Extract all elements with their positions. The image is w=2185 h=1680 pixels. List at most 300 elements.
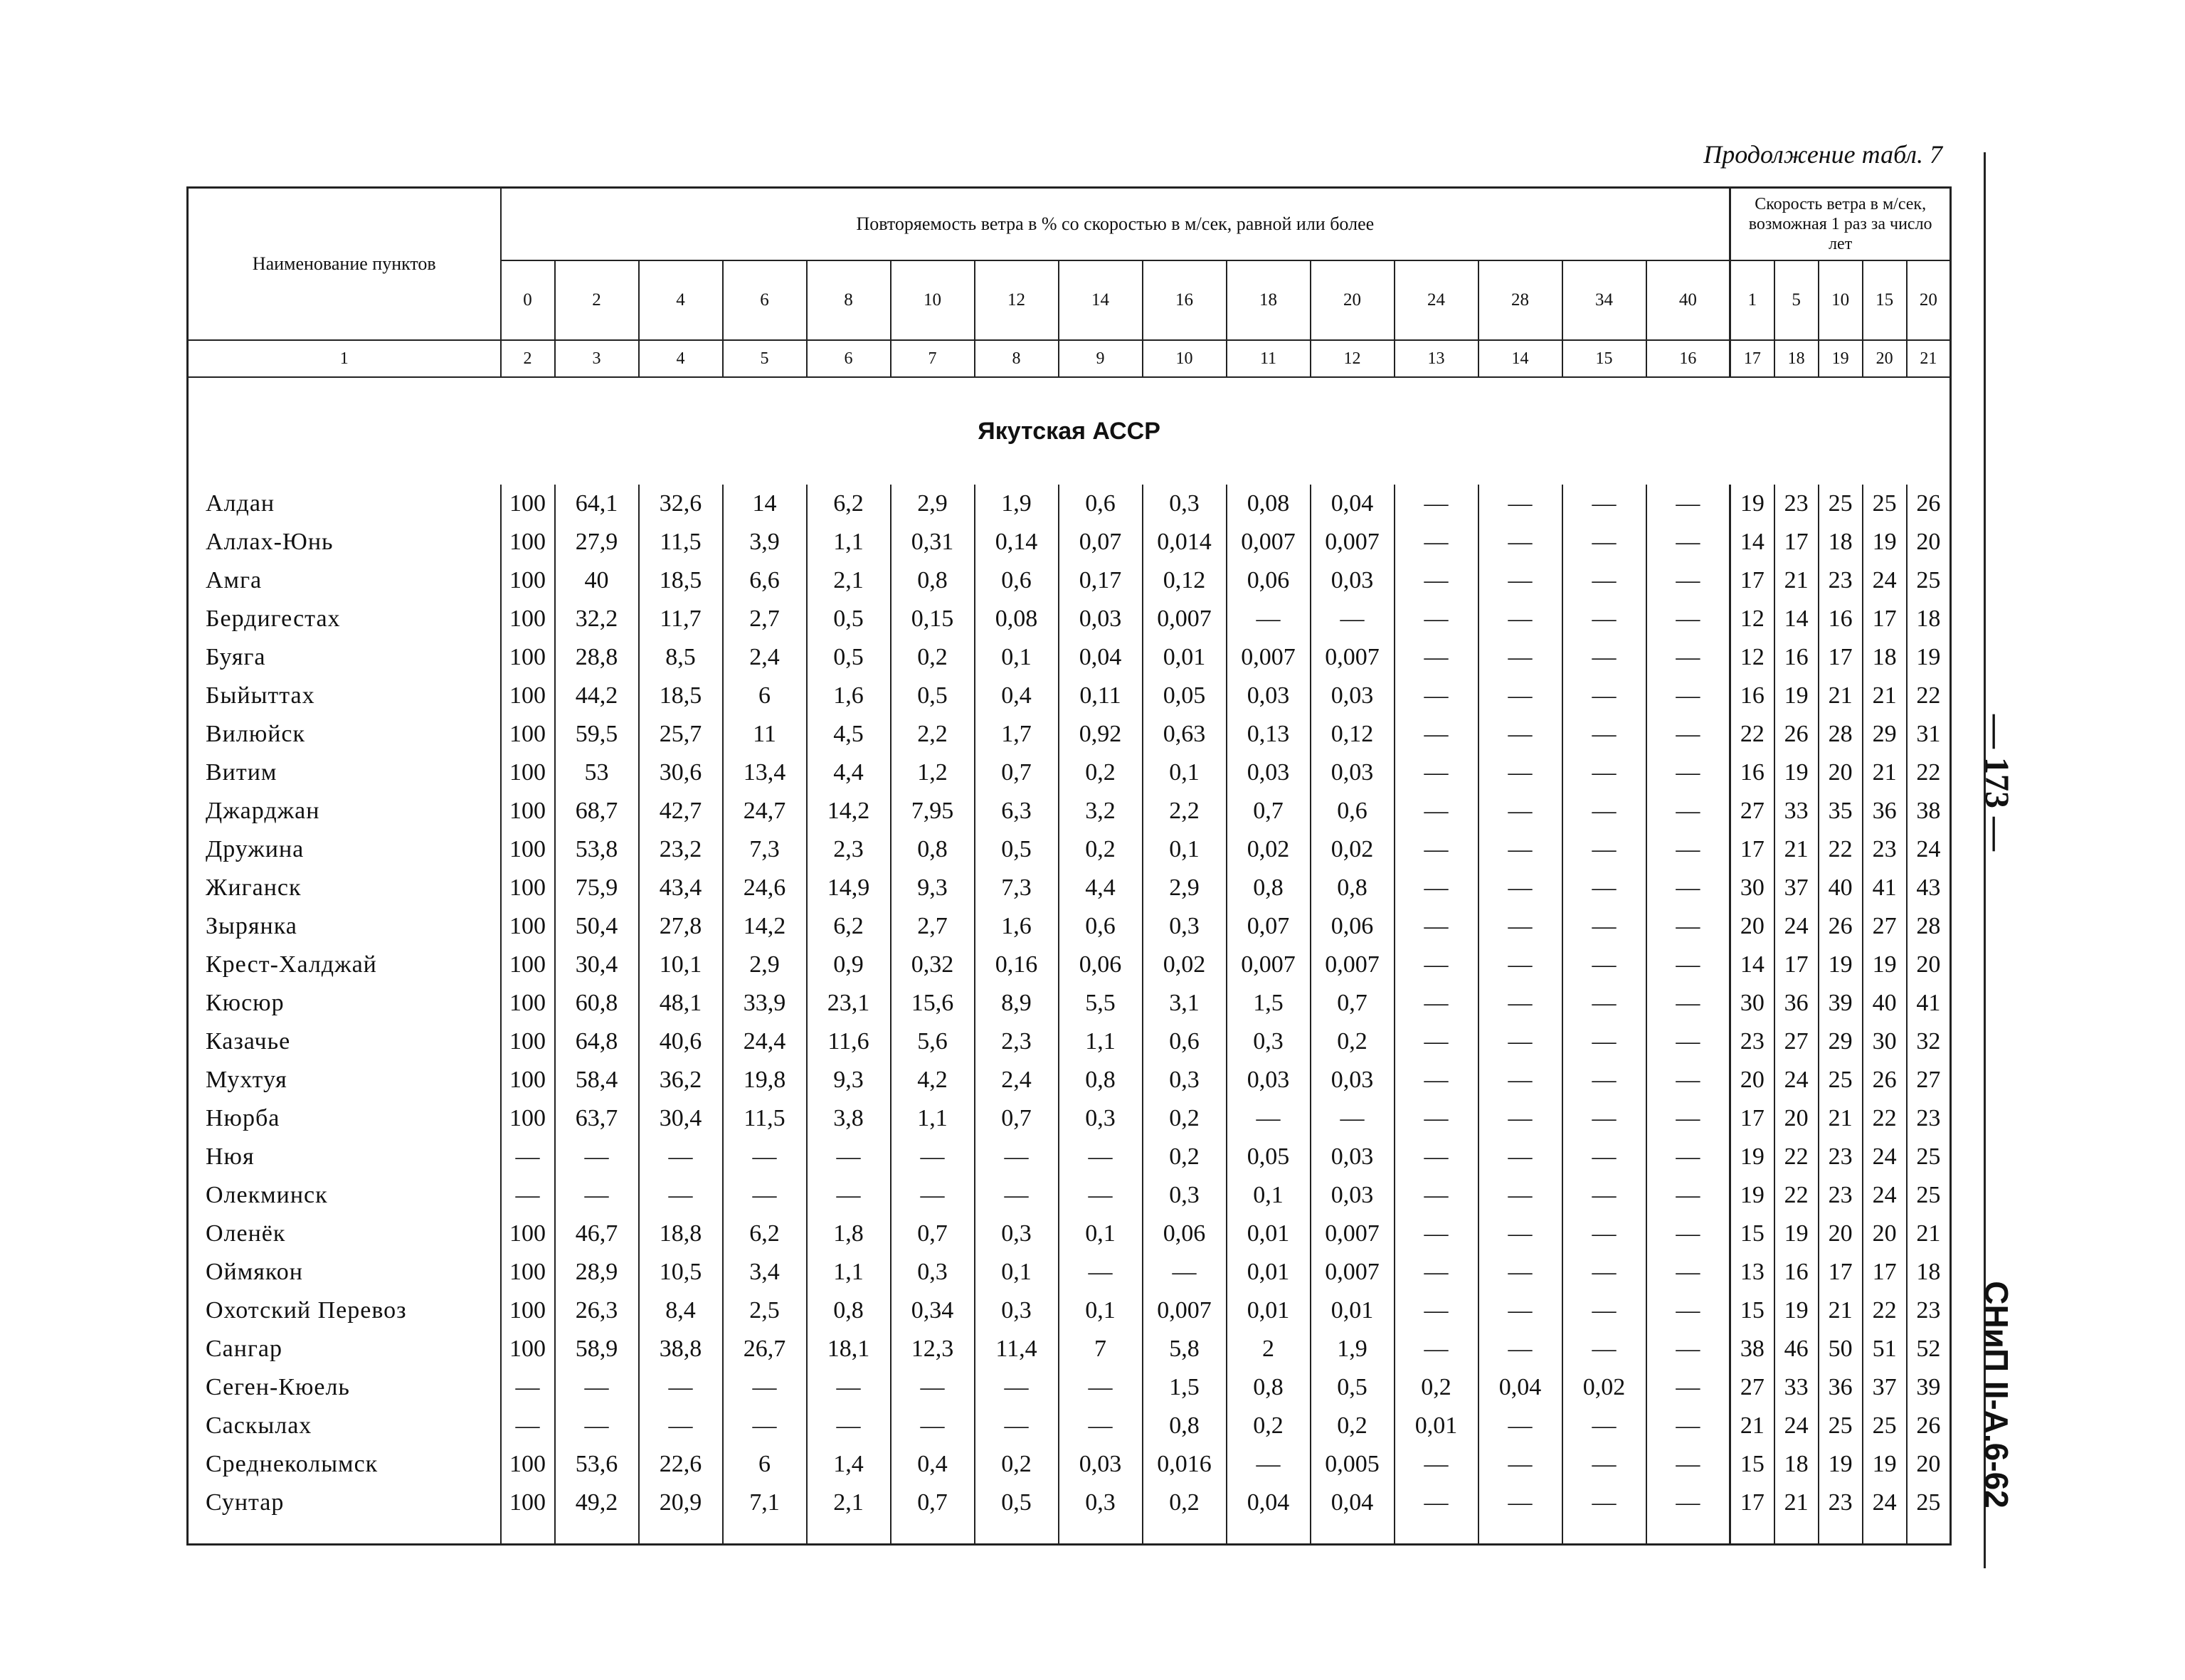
frequency-cell: 42,7 (639, 792, 723, 830)
frequency-cell: — (1646, 1061, 1730, 1099)
frequency-cell: — (1562, 715, 1646, 754)
table-row (188, 1253, 1951, 1291)
frequency-cell: 8,5 (639, 638, 723, 677)
station-name-text: Витим (206, 759, 277, 786)
max-speed-cell: 23 (1774, 485, 1819, 523)
station-name (188, 907, 501, 946)
frequency-cell: 0,8 (1227, 869, 1311, 907)
frequency-cell: 0,02 (1143, 946, 1227, 984)
max-speed-cell: 23 (1907, 1291, 1951, 1330)
frequency-cell: 40 (555, 561, 639, 600)
max-speed-cell: 22 (1774, 1176, 1819, 1215)
frequency-cell: 9,3 (807, 1061, 891, 1099)
max-speed-cell: 16 (1774, 1253, 1819, 1291)
station-name (188, 1445, 501, 1484)
frequency-cell: 4,4 (807, 754, 891, 792)
station-name-text: Дружина (206, 836, 305, 862)
frequency-cell: 100 (501, 1445, 555, 1484)
frequency-cell: — (1646, 1215, 1730, 1253)
max-speed-cell: 25 (1863, 485, 1907, 523)
speed-threshold-header: 28 (1478, 260, 1562, 340)
frequency-cell: — (1646, 1253, 1730, 1291)
max-speed-cell: 41 (1907, 984, 1951, 1023)
max-speed-cell: 37 (1863, 1368, 1907, 1407)
max-speed-cell: 19 (1907, 638, 1951, 677)
frequency-cell: 11,6 (807, 1023, 891, 1061)
frequency-cell: 25,7 (639, 715, 723, 754)
frequency-cell: 0,5 (1311, 1368, 1395, 1407)
max-speed-cell: 16 (1730, 677, 1774, 715)
frequency-cell: 26,7 (723, 1330, 807, 1368)
max-speed-cell: 27 (1730, 792, 1774, 830)
speed-threshold-header: 14 (1059, 260, 1143, 340)
max-speed-cell: 21 (1819, 1099, 1863, 1138)
frequency-cell: 0,1 (1227, 1176, 1311, 1215)
station-name-text: Алдан (206, 490, 275, 517)
max-speed-cell: 19 (1774, 1291, 1819, 1330)
frequency-cell: 1,1 (891, 1099, 975, 1138)
frequency-cell: 0,04 (1311, 485, 1395, 523)
station-name (188, 715, 501, 754)
frequency-cell: 2,5 (723, 1291, 807, 1330)
frequency-cell: — (1478, 523, 1562, 561)
max-speed-cell: 21 (1774, 830, 1819, 869)
frequency-cell: — (501, 1368, 555, 1407)
table-caption: Продолжение табл. 7 (1703, 140, 1942, 169)
station-name (188, 1138, 501, 1176)
frequency-cell: — (555, 1138, 639, 1176)
station-name-text: Кюсюр (206, 990, 285, 1016)
frequency-cell: — (1646, 1445, 1730, 1484)
frequency-cell: 0,5 (975, 1484, 1059, 1522)
frequency-cell: 0,007 (1143, 1291, 1227, 1330)
frequency-cell: 36,2 (639, 1061, 723, 1099)
frequency-cell: — (1395, 638, 1478, 677)
frequency-cell: 0,1 (975, 1253, 1059, 1291)
frequency-cell: 0,03 (1311, 561, 1395, 600)
frequency-cell: 5,5 (1059, 984, 1143, 1023)
frequency-cell: 27,8 (639, 907, 723, 946)
station-name-text: Сеген-Кюель (206, 1374, 350, 1400)
table-row (188, 754, 1951, 792)
frequency-cell: — (1646, 1099, 1730, 1138)
max-speed-cell: 24 (1863, 561, 1907, 600)
frequency-cell: 0,06 (1311, 907, 1395, 946)
frequency-cell: — (1478, 677, 1562, 715)
frequency-cell: 0,05 (1227, 1138, 1311, 1176)
frequency-cell: 0,6 (1059, 485, 1143, 523)
frequency-cell: 53,6 (555, 1445, 639, 1484)
frequency-cell: — (1395, 984, 1478, 1023)
frequency-cell: 3,9 (723, 523, 807, 561)
max-speed-cell: 51 (1863, 1330, 1907, 1368)
speed-threshold-header: 24 (1395, 260, 1478, 340)
station-name (188, 984, 501, 1023)
max-speed-cell: 26 (1907, 485, 1951, 523)
frequency-cell: — (975, 1176, 1059, 1215)
frequency-cell: — (1562, 677, 1646, 715)
speed-threshold-header: 16 (1143, 260, 1227, 340)
return-period-header: 5 (1774, 260, 1819, 340)
column-number: 10 (1143, 340, 1227, 377)
frequency-cell: 0,2 (1059, 754, 1143, 792)
frequency-cell: — (1395, 715, 1478, 754)
frequency-cell: — (1059, 1253, 1143, 1291)
frequency-cell: 7 (1059, 1330, 1143, 1368)
frequency-cell: 0,007 (1227, 638, 1311, 677)
column-number: 20 (1863, 340, 1907, 377)
speed-threshold-header: 6 (723, 260, 807, 340)
frequency-cell: — (1227, 600, 1311, 638)
frequency-cell: — (1646, 1138, 1730, 1176)
frequency-cell: 64,1 (555, 485, 639, 523)
return-period-header: 10 (1819, 260, 1863, 340)
frequency-cell: 6,6 (723, 561, 807, 600)
max-speed-cell: 19 (1863, 523, 1907, 561)
frequency-cell: — (1562, 1330, 1646, 1368)
frequency-cell: — (1478, 869, 1562, 907)
column-number: 15 (1562, 340, 1646, 377)
max-speed-cell: 40 (1863, 984, 1907, 1023)
frequency-cell: 11 (723, 715, 807, 754)
frequency-cell: 100 (501, 1099, 555, 1138)
table-row (188, 1445, 1951, 1484)
table-row (188, 677, 1951, 715)
frequency-cell: 40,6 (639, 1023, 723, 1061)
frequency-cell: — (1059, 1176, 1143, 1215)
frequency-cell: — (1478, 715, 1562, 754)
column-number: 17 (1730, 340, 1774, 377)
column-number: 8 (975, 340, 1059, 377)
frequency-cell: — (1395, 1291, 1478, 1330)
frequency-cell: 3,8 (807, 1099, 891, 1138)
station-name (188, 600, 501, 638)
max-speed-cell: 17 (1730, 830, 1774, 869)
frequency-cell: — (1227, 1099, 1311, 1138)
max-speed-cell: 35 (1819, 792, 1863, 830)
frequency-cell: — (1478, 1253, 1562, 1291)
column-number: 11 (1227, 340, 1311, 377)
frequency-cell: 100 (501, 1330, 555, 1368)
frequency-cell: — (1395, 907, 1478, 946)
frequency-cell: — (1311, 1099, 1395, 1138)
frequency-cell: 75,9 (555, 869, 639, 907)
frequency-cell: 30,6 (639, 754, 723, 792)
table-row (188, 869, 1951, 907)
frequency-cell: 59,5 (555, 715, 639, 754)
frequency-cell: 0,2 (891, 638, 975, 677)
frequency-cell: 0,11 (1059, 677, 1143, 715)
frequency-cell: 33,9 (723, 984, 807, 1023)
frequency-cell: 100 (501, 1253, 555, 1291)
frequency-cell: — (555, 1368, 639, 1407)
max-speed-cell: 14 (1730, 523, 1774, 561)
frequency-cell: — (1395, 1176, 1478, 1215)
frequency-cell: 0,6 (975, 561, 1059, 600)
frequency-cell: 0,7 (1311, 984, 1395, 1023)
frequency-cell: — (1478, 561, 1562, 600)
frequency-cell: — (1562, 1023, 1646, 1061)
speed-threshold-header: 34 (1562, 260, 1646, 340)
frequency-cell: 0,8 (1311, 869, 1395, 907)
station-name-text: Джарджан (206, 798, 320, 824)
frequency-cell: — (1059, 1138, 1143, 1176)
frequency-cell: 0,1 (1059, 1215, 1143, 1253)
frequency-cell: 100 (501, 830, 555, 869)
max-speed-cell: 14 (1730, 946, 1774, 984)
frequency-cell: 100 (501, 561, 555, 600)
frequency-cell: 0,3 (975, 1215, 1059, 1253)
max-speed-cell: 17 (1863, 1253, 1907, 1291)
frequency-cell: 18,8 (639, 1215, 723, 1253)
max-speed-cell: 17 (1863, 600, 1907, 638)
frequency-cell: 0,03 (1311, 1061, 1395, 1099)
frequency-cell: 27,9 (555, 523, 639, 561)
max-speed-cell: 30 (1730, 869, 1774, 907)
max-speed-cell: 18 (1863, 638, 1907, 677)
frequency-cell: 1,5 (1227, 984, 1311, 1023)
max-speed-cell: 23 (1819, 1176, 1863, 1215)
max-speed-cell: 12 (1730, 638, 1774, 677)
frequency-cell: 0,03 (1311, 677, 1395, 715)
frequency-cell: — (639, 1176, 723, 1215)
frequency-cell: 0,3 (1227, 1023, 1311, 1061)
frequency-cell: 0,3 (1143, 1061, 1227, 1099)
frequency-cell: 100 (501, 600, 555, 638)
speed-threshold-header: 8 (807, 260, 891, 340)
frequency-cell: — (1562, 523, 1646, 561)
frequency-cell: 0,5 (975, 830, 1059, 869)
frequency-cell: — (1478, 1023, 1562, 1061)
frequency-cell: 0,02 (1227, 830, 1311, 869)
frequency-cell: 0,007 (1227, 946, 1311, 984)
frequency-cell: 24,4 (723, 1023, 807, 1061)
station-name-text: Сунтар (206, 1489, 285, 1516)
max-speed-cell: 26 (1774, 715, 1819, 754)
frequency-cell: 0,01 (1227, 1253, 1311, 1291)
frequency-cell: 1,9 (975, 485, 1059, 523)
table-row (188, 1099, 1951, 1138)
frequency-cell: — (1395, 1330, 1478, 1368)
max-speed-cell: 25 (1863, 1407, 1907, 1445)
table-row (188, 1138, 1951, 1176)
max-speed-cell: 24 (1774, 1061, 1819, 1099)
frequency-cell: — (807, 1176, 891, 1215)
station-name-text: Вилюйск (206, 721, 306, 747)
frequency-cell: 0,007 (1311, 638, 1395, 677)
max-speed-cell: 24 (1863, 1138, 1907, 1176)
frequency-cell: 0,2 (1311, 1407, 1395, 1445)
frequency-cell: — (1646, 715, 1730, 754)
frequency-cell: — (1395, 677, 1478, 715)
frequency-cell: 0,12 (1311, 715, 1395, 754)
frequency-cell: — (1646, 523, 1730, 561)
frequency-cell: 0,15 (891, 600, 975, 638)
frequency-cell: — (501, 1138, 555, 1176)
frequency-cell: 28,9 (555, 1253, 639, 1291)
frequency-cell: 100 (501, 1023, 555, 1061)
frequency-cell: 14,2 (807, 792, 891, 830)
max-speed-cell: 23 (1819, 1138, 1863, 1176)
max-speed-cell: 21 (1907, 1215, 1951, 1253)
frequency-cell: 2,3 (807, 830, 891, 869)
frequency-cell: — (1646, 1407, 1730, 1445)
station-name (188, 1368, 501, 1407)
station-name (188, 1061, 501, 1099)
frequency-cell: 0,14 (975, 523, 1059, 561)
frequency-cell: 0,1 (1143, 754, 1227, 792)
frequency-cell: 3,1 (1143, 984, 1227, 1023)
frequency-cell: 0,5 (891, 677, 975, 715)
frequency-cell: 0,007 (1311, 523, 1395, 561)
frequency-cell: — (1646, 984, 1730, 1023)
max-speed-cell: 26 (1907, 1407, 1951, 1445)
max-speed-cell: 15 (1730, 1445, 1774, 1484)
frequency-cell: 0,2 (1227, 1407, 1311, 1445)
frequency-cell: 1,5 (1143, 1368, 1227, 1407)
frequency-cell: 0,007 (1311, 1253, 1395, 1291)
frequency-cell: 0,01 (1227, 1215, 1311, 1253)
max-speed-cell: 16 (1730, 754, 1774, 792)
frequency-cell: — (975, 1407, 1059, 1445)
max-speed-cell: 15 (1730, 1215, 1774, 1253)
frequency-cell: — (1562, 907, 1646, 946)
frequency-cell: 0,2 (1143, 1099, 1227, 1138)
frequency-cell: — (1395, 600, 1478, 638)
station-name-text: Жиганск (206, 875, 302, 901)
frequency-cell: 4,4 (1059, 869, 1143, 907)
frequency-cell: 0,4 (891, 1445, 975, 1484)
frequency-cell: 2,9 (891, 485, 975, 523)
frequency-cell: 7,1 (723, 1484, 807, 1522)
frequency-cell: 15,6 (891, 984, 975, 1023)
frequency-cell: 68,7 (555, 792, 639, 830)
frequency-cell: 8,9 (975, 984, 1059, 1023)
frequency-cell: 100 (501, 792, 555, 830)
frequency-cell: 0,3 (1143, 485, 1227, 523)
frequency-cell: 60,8 (555, 984, 639, 1023)
frequency-cell: 0,92 (1059, 715, 1143, 754)
table-row (188, 1368, 1951, 1407)
frequency-cell: 100 (501, 715, 555, 754)
station-name-text: Зырянка (206, 913, 297, 939)
max-speed-cell: 23 (1819, 561, 1863, 600)
frequency-cell: — (1562, 984, 1646, 1023)
frequency-cell: 100 (501, 677, 555, 715)
frequency-cell: 6 (723, 1445, 807, 1484)
max-speed-cell: 19 (1730, 1176, 1774, 1215)
frequency-cell: 0,01 (1311, 1291, 1395, 1330)
frequency-cell: 14,2 (723, 907, 807, 946)
frequency-cell: — (1562, 946, 1646, 984)
max-speed-cell: 39 (1907, 1368, 1951, 1407)
max-speed-cell: 26 (1863, 1061, 1907, 1099)
frequency-cell: — (1478, 1291, 1562, 1330)
table-row (188, 792, 1951, 830)
max-speed-cell: 23 (1907, 1099, 1951, 1138)
frequency-cell: 2,4 (975, 1061, 1059, 1099)
station-name (188, 561, 501, 600)
frequency-cell: 0,31 (891, 523, 975, 561)
speed-threshold-header: 40 (1646, 260, 1730, 340)
max-speed-cell: 22 (1819, 830, 1863, 869)
max-speed-cell: 21 (1819, 677, 1863, 715)
station-name-text: Казачье (206, 1028, 291, 1055)
frequency-cell: 2,2 (891, 715, 975, 754)
frequency-cell: 0,8 (1143, 1407, 1227, 1445)
frequency-cell: 6,2 (807, 907, 891, 946)
frequency-cell: — (1478, 1099, 1562, 1138)
station-name-text: Буяга (206, 644, 266, 670)
frequency-cell: — (1478, 1484, 1562, 1522)
frequency-cell: 0,6 (1059, 907, 1143, 946)
frequency-cell: 1,9 (1311, 1330, 1395, 1368)
frequency-cell: 0,7 (891, 1215, 975, 1253)
max-speed-cell: 33 (1774, 1368, 1819, 1407)
frequency-cell: — (1646, 830, 1730, 869)
table-row (188, 946, 1951, 984)
column-number: 9 (1059, 340, 1143, 377)
max-speed-cell: 41 (1863, 869, 1907, 907)
frequency-cell: 23,2 (639, 830, 723, 869)
frequency-cell: — (1562, 869, 1646, 907)
station-name-text: Оленёк (206, 1220, 286, 1247)
frequency-cell: — (1395, 1061, 1478, 1099)
frequency-cell: 11,7 (639, 600, 723, 638)
frequency-cell: 53 (555, 754, 639, 792)
frequency-cell: — (501, 1407, 555, 1445)
station-name-text: Быйыттах (206, 682, 315, 709)
frequency-cell: — (807, 1407, 891, 1445)
frequency-cell: 0,01 (1143, 638, 1227, 677)
frequency-cell: — (1562, 1215, 1646, 1253)
frequency-cell: 0,03 (1311, 1138, 1395, 1176)
station-name-text: Нюрба (206, 1105, 280, 1131)
station-name (188, 638, 501, 677)
max-speed-cell: 21 (1863, 677, 1907, 715)
max-speed-cell: 37 (1774, 869, 1819, 907)
speed-threshold-header: 2 (555, 260, 639, 340)
frequency-cell: — (1562, 1138, 1646, 1176)
max-speed-cell: 23 (1730, 1023, 1774, 1061)
page-number: — 173 — (1978, 714, 2016, 851)
column-number-row (188, 340, 1951, 377)
frequency-cell: 0,34 (891, 1291, 975, 1330)
station-name-text: Саскылах (206, 1412, 312, 1439)
max-speed-cell: 25 (1819, 1407, 1863, 1445)
max-speed-cell: 18 (1774, 1445, 1819, 1484)
frequency-cell: — (1562, 830, 1646, 869)
frequency-cell: 0,06 (1143, 1215, 1227, 1253)
table-row (188, 1407, 1951, 1445)
station-name (188, 1176, 501, 1215)
table-row (188, 561, 1951, 600)
column-number: 6 (807, 340, 891, 377)
column-number: 19 (1819, 340, 1863, 377)
frequency-cell: — (891, 1176, 975, 1215)
table-row (188, 638, 1951, 677)
frequency-cell: 2,7 (723, 600, 807, 638)
frequency-cell: 0,2 (1059, 830, 1143, 869)
max-speed-cell: 24 (1774, 907, 1819, 946)
frequency-cell: 0,7 (891, 1484, 975, 1522)
frequency-cell: — (1395, 485, 1478, 523)
max-speed-cell: 27 (1730, 1368, 1774, 1407)
frequency-cell: 14,9 (807, 869, 891, 907)
frequency-cell: 0,03 (1227, 677, 1311, 715)
frequency-cell: — (1562, 561, 1646, 600)
frequency-cell: 0,03 (1311, 1176, 1395, 1215)
